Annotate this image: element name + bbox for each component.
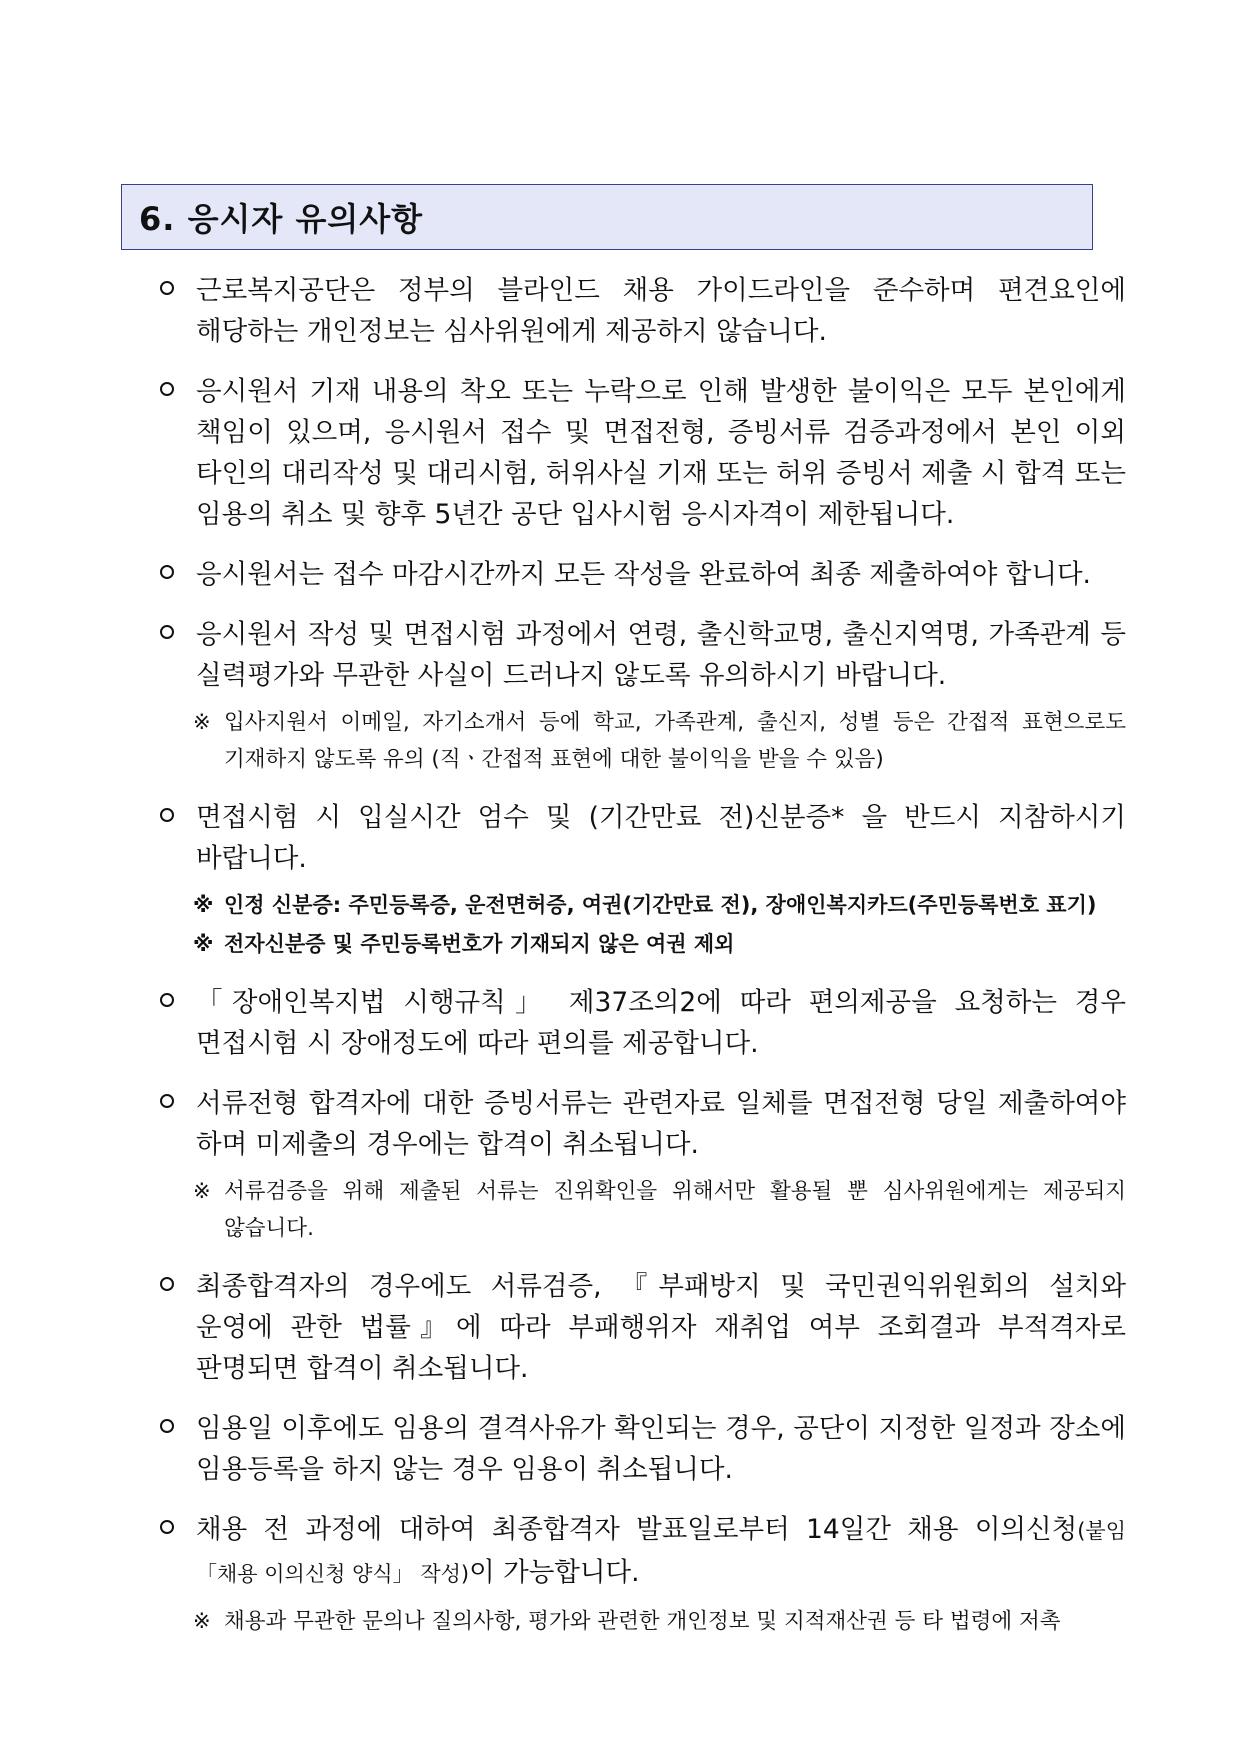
reference-mark-icon: ※ <box>193 893 214 917</box>
section-header <box>121 184 1093 250</box>
list-item-text: 최종합격자의 경우에도 서류검증, 『부패방지 및 국민권익위원회의 설치와 운영에 관한 법률』에 따라 부패행위자 재취업 여부 조회결과 부적격자로 판명되면 합격이 취소됩니다. <box>196 1271 1126 1384</box>
list-item-note <box>0 926 1126 963</box>
list-item <box>0 270 1126 352</box>
list-item <box>0 1408 1126 1490</box>
bullet-circle-icon <box>160 1408 178 1449</box>
list-item <box>0 614 1126 696</box>
bullet-circle-icon <box>160 371 178 412</box>
list-item-note <box>0 704 1126 778</box>
note-text: 채용과 무관한 문의나 질의사항, 평가와 관련한 개인정보 및 지적재산권 등 타 법령에 저촉 <box>224 1609 1061 1634</box>
bullet-circle-icon <box>160 1083 178 1124</box>
list-item-text-end: 이 가능합니다. <box>469 1557 640 1588</box>
list-item-note <box>0 1173 1126 1247</box>
note-text: 전자신분증 및 주민등록번호가 기재되지 않은 여권 제외 <box>224 932 735 956</box>
list-item <box>0 371 1126 535</box>
list-item-text: 근로복지공단은 정부의 블라인드 채용 가이드라인을 준수하며 편견요인에 해당하는 개인정보는 심사위원에게 제공하지 않습니다. <box>196 275 1126 347</box>
bullet-circle-icon <box>160 982 178 1023</box>
note-text: 서류검증을 위해 제출된 서류는 진위확인을 위해서만 활용될 뿐 심사위원에게는 제공되지 않습니다. <box>224 1179 1126 1241</box>
list-item-text: 응시원서 기재 내용의 착오 또는 누락으로 인해 발생한 불이익은 모두 본인에게 책임이 있으며, 응시원서 접수 및 면접전형, 증빙서류 검증과정에서 본인 이외 타인의 대리작성 및 대리시험, 허위사실 기재 또는 허위 증빙서 제출 시 합격 또는 임용의 취소 및 향후 5년간 공단 입사시험 응시자격이 제한됩니다. <box>196 376 1126 530</box>
list-item-text: 「장애인복지법 시행규칙」 제37조의2에 따라 편의제공을 요청하는 경우 면접시험 시 장애정도에 따라 편의를 제공합니다. <box>196 987 1126 1059</box>
section-title: 6. 응시자 유의사항 <box>139 200 424 238</box>
list-item <box>0 982 1126 1064</box>
list-item <box>0 1266 1126 1389</box>
list-item <box>0 797 1126 879</box>
note-text: 입사지원서 이메일, 자기소개서 등에 학교, 가족관계, 출신지, 성별 등은 간접적 표현으로도 기재하지 않도록 유의 (직ㆍ간접적 표현에 대한 불이익을 받을 수 있음) <box>224 710 1126 772</box>
list-item <box>0 1083 1126 1165</box>
list-item-note <box>0 1603 1126 1640</box>
reference-mark-icon: ※ <box>193 1609 211 1633</box>
list-item-text: 응시원서는 접수 마감시간까지 모든 작성을 완료하여 최종 제출하여야 합니다. <box>196 559 1091 590</box>
list-item <box>0 1509 1126 1595</box>
reference-mark-icon: ※ <box>193 1179 211 1203</box>
bullet-circle-icon <box>160 270 178 311</box>
reference-mark-icon: ※ <box>193 932 214 956</box>
bullet-circle-icon <box>160 1266 178 1307</box>
list-item-text: 응시원서 작성 및 면접시험 과정에서 연령, 출신학교명, 출신지역명, 가족관계 등 실력평가와 무관한 사실이 드러나지 않도록 유의하시기 바랍니다. <box>196 619 1126 691</box>
list-item-text: 면접시험 시 입실시간 엄수 및 (기간만료 전)신분증* 을 반드시 지참하시기 바랍니다. <box>196 802 1126 874</box>
note-text: 인정 신분증: 주민등록증, 운전면허증, 여권(기간만료 전), 장애인복지카드(주민등록번호 표기) <box>224 893 1097 917</box>
notice-list <box>0 270 1240 1640</box>
list-item-note <box>0 887 1126 924</box>
list-item-text: 채용 전 과정에 대하여 최종합격자 발표일로부터 14일간 채용 이의신청 <box>196 1514 1078 1545</box>
bullet-circle-icon <box>160 1509 178 1550</box>
list-item <box>0 554 1126 595</box>
list-item-text: 서류전형 합격자에 대한 증빙서류는 관련자료 일체를 면접전형 당일 제출하여야 하며 미제출의 경우에는 합격이 취소됩니다. <box>196 1088 1126 1160</box>
bullet-circle-icon <box>160 554 178 595</box>
list-item-text: 임용일 이후에도 임용의 결격사유가 확인되는 경우, 공단이 지정한 일정과 장소에 임용등록을 하지 않는 경우 임용이 취소됩니다. <box>196 1413 1126 1485</box>
reference-mark-icon: ※ <box>193 710 211 734</box>
bullet-circle-icon <box>160 614 178 655</box>
attachment-reference: (붙임 「채용 이의신청 양식」 작성) <box>196 1519 1126 1586</box>
bullet-circle-icon <box>160 797 178 838</box>
